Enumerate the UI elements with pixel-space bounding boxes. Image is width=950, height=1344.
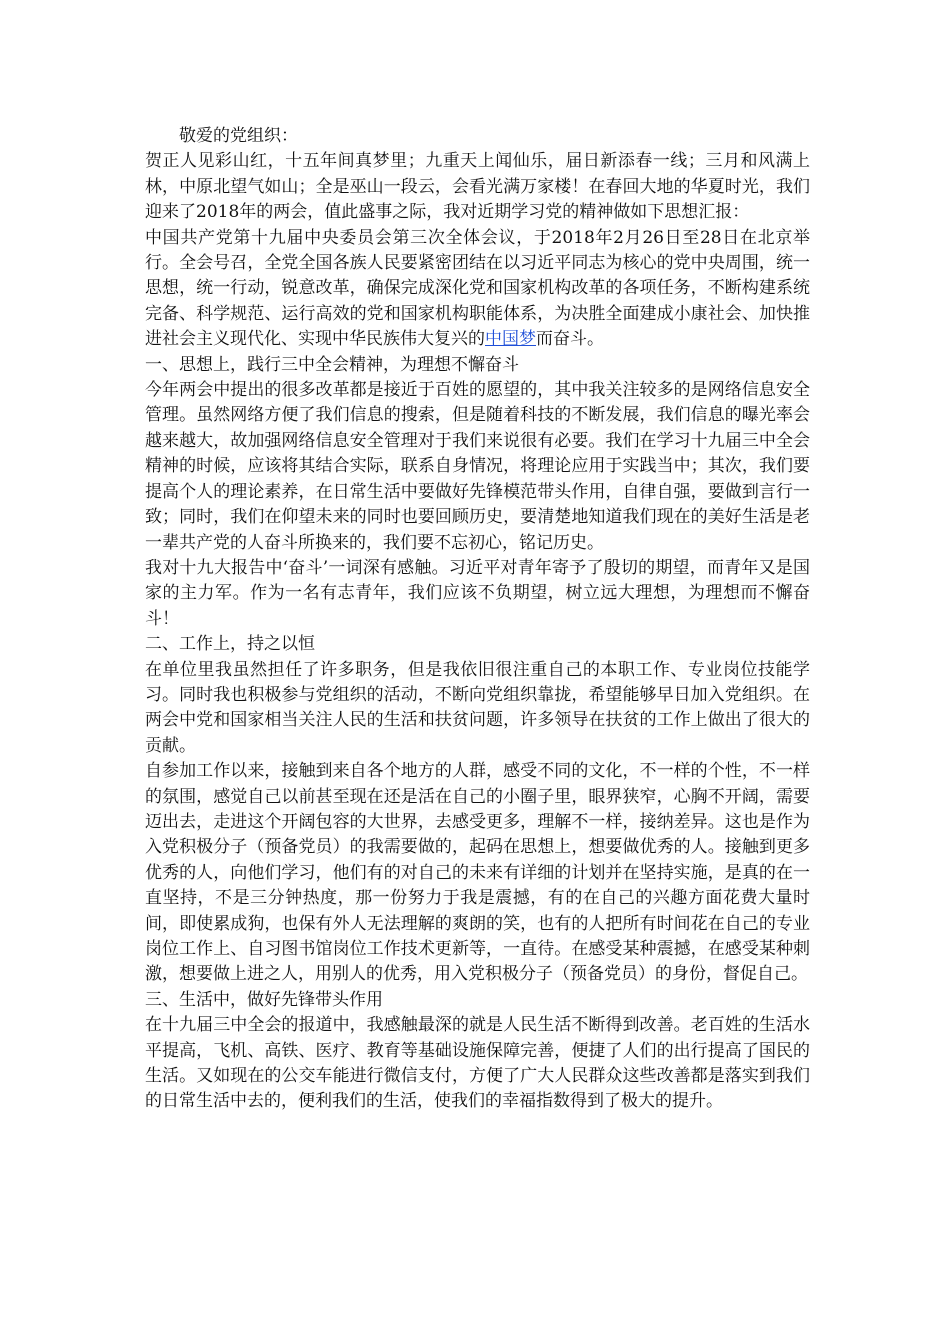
section-heading-life: 三、生活中，做好先锋带头作用 xyxy=(145,989,383,1010)
thought-paragraph-1: 今年两会中提出的很多改革都是接近于百姓的愿望的，其中我关注较多的是网络信息安全管理。虽然网络方便了我们信息的搜索，但是随着科技的不断发展，我们信息的曝光率会越来越大，故加强网络信息安全管理对于我们来说很有必要。我们在学习十九届三中全会精神的时候，应该将其结合实际，联系自身情况，将理论应用于实践当中；其次，我们要提高个人的理论素养，在日常生活中要做好先锋模范带头作用，自律自强，要做到言行一致；同时，我们在仰望未来的同时也要回顾历史，要清楚地知道我们现在的美好生活是老一辈共产党的人奋斗所换来的，我们要不忘初心，铭记历史。 xyxy=(145,380,810,553)
plenary-text-end: 而奋斗。 xyxy=(536,329,604,350)
intro-paragraph: 贺正人见彩山红，十五年间真梦里；九重天上闻仙乐，届日新添春一线；三月和风满上林，中原北望气如山；全是巫山一段云，会看光满万家楼！在春回大地的华夏时光，我们迎来了2018年的两会，值此盛事之际，我对近期学习党的精神做如下思想汇报： xyxy=(145,151,810,223)
work-paragraph-2: 自参加工作以来，接触到来自各个地方的人群，感受不同的文化，不一样的个性，不一样的氛围，感觉自己以前甚至现在还是活在自己的小圈子里，眼界狭窄，心胸不开阔，需要迈出去，走进这个开阔包容的大世界，去感受更多，理解不一样，接纳差异。这也是作为入党积极分子（预备党员）的我需要做的，起码在思想上，想要做优秀的人。接触到更多优秀的人，向他们学习，他们有的对自己的未来有详细的计划并在坚持实施，是真的在一直坚持，不是三分钟热度，那一份努力于我是震撼，有的在自己的兴趣方面花费大量时间，即使累成狗，也保有外人无法理解的爽朗的笑，也有的人把所有时间花在自己的专业岗位工作上、自习图书馆岗位工作技术更新等，一直待。在感受某种震撼，在感受某种刺激，想要做上进之人，用别人的优秀，用入党积极分子（预备党员）的身份，督促自己。 xyxy=(145,761,810,985)
section-heading-thought: 一、思想上，践行三中全会精神，为理想不懈奋斗 xyxy=(145,354,519,375)
life-paragraph: 在十九届三中全会的报道中，我感触最深的就是人民生活不断得到改善。老百姓的生活水平提高，飞机、高铁、医疗、教育等基础设施保障完善，便捷了人们的出行提高了国民的生活。又如现在的公交车能进行微信支付，方便了广大人民群众这些改善都是落实到我们的日常生活中去的，便利我们的生活，使我们的幸福指数得到了极大的提升。 xyxy=(145,1015,810,1112)
chinese-dream-link[interactable]: 中国梦 xyxy=(485,329,536,350)
plenary-text: 中国共产党第十九届中央委员会第三次全体会议，于2018年2月26日至28日在北京举行。全会号召，全党全国各族人民要紧密团结在以习近平同志为核心的党中央周围，统一思想，统一行动，锐意改革，确保完成深化党和国家机构改革的各项任务，不断构建系统完备、科学规范、运行高效的党和国家机构职能体系，为决胜全面建成小康社会、加快推进社会主义现代化、实现中华民族伟大复兴的 xyxy=(145,227,810,350)
section-heading-work: 二、工作上，持之以恒 xyxy=(145,634,315,655)
thought-paragraph-2: 我对十九大报告中‘奋斗’一词深有感触。习近平对青年寄予了殷切的期望，而青年又是国家的主力军。作为一名有志青年，我们应该不负期望，树立远大理想，为理想而不懈奋斗！ xyxy=(145,557,810,629)
work-paragraph-1: 在单位里我虽然担任了许多职务，但是我依旧很注重自己的本职工作、专业岗位技能学习。同时我也积极参与党组织的活动，不断向党组织靠拢，希望能够早日加入党组织。在两会中党和国家相当关注人民的生活和扶贫问题，许多领导在扶贫的工作上做出了很大的贡献。 xyxy=(145,659,810,756)
greeting: 敬爱的党组织： xyxy=(179,126,298,146)
plenary-paragraph xyxy=(145,226,810,353)
document-body xyxy=(145,124,810,1115)
